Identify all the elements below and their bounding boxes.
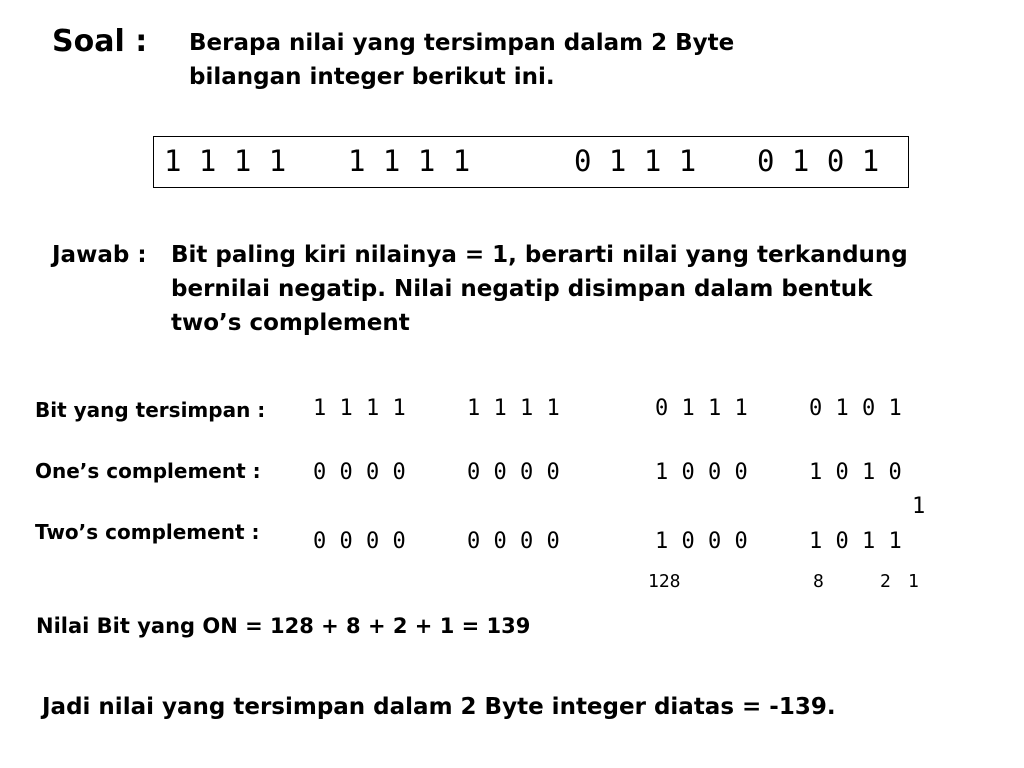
row-label-twos-complement: Two’s complement : (35, 520, 260, 544)
ones-complement-group-2: 0 0 0 0 (467, 460, 560, 485)
answer-line-3: two’s complement (171, 310, 410, 336)
stored-bits-group-3: 0 1 1 1 (655, 396, 748, 421)
answer-line-1: Bit paling kiri nilainya = 1, berarti nilai yang terkandung (171, 242, 908, 268)
stored-bits-group-4: 0 1 0 1 (809, 396, 902, 421)
twos-complement-group-1: 0 0 0 0 (313, 529, 406, 554)
weight-128: 128 (648, 571, 681, 592)
question-line-2: bilangan integer berikut ini. (189, 64, 555, 90)
box-nibble-4: 0 1 0 1 (757, 144, 880, 178)
question-line-1: Berapa nilai yang tersimpan dalam 2 Byte (189, 30, 735, 56)
twos-complement-group-4: 1 0 1 1 (809, 529, 902, 554)
answer-label: Jawab : (52, 242, 147, 268)
box-nibble-1: 1 1 1 1 (164, 144, 287, 178)
weight-8: 8 (813, 571, 824, 592)
row-label-stored-bits: Bit yang tersimpan : (35, 398, 266, 422)
ones-complement-group-1: 0 0 0 0 (313, 460, 406, 485)
twos-complement-group-3: 1 0 0 0 (655, 529, 748, 554)
plus-one-carry: 1 (912, 494, 926, 519)
ones-complement-group-3: 1 0 0 0 (655, 460, 748, 485)
box-nibble-3: 0 1 1 1 (574, 144, 697, 178)
stored-bits-group-1: 1 1 1 1 (313, 396, 406, 421)
box-nibble-2: 1 1 1 1 (348, 144, 471, 178)
conclusion-line: Jadi nilai yang tersimpan dalam 2 Byte integer diatas = -139. (42, 694, 836, 720)
twos-complement-group-2: 0 0 0 0 (467, 529, 560, 554)
question-label: Soal : (52, 24, 148, 59)
row-label-ones-complement: One’s complement : (35, 459, 261, 483)
ones-complement-group-4: 1 0 1 0 (809, 460, 902, 485)
stored-bits-group-2: 1 1 1 1 (467, 396, 560, 421)
bit-sum-line: Nilai Bit yang ON = 128 + 8 + 2 + 1 = 139 (36, 614, 531, 638)
weight-2: 2 (880, 571, 891, 592)
answer-line-2: bernilai negatip. Nilai negatip disimpan dalam bentuk (171, 276, 873, 302)
weight-1: 1 (908, 571, 919, 592)
